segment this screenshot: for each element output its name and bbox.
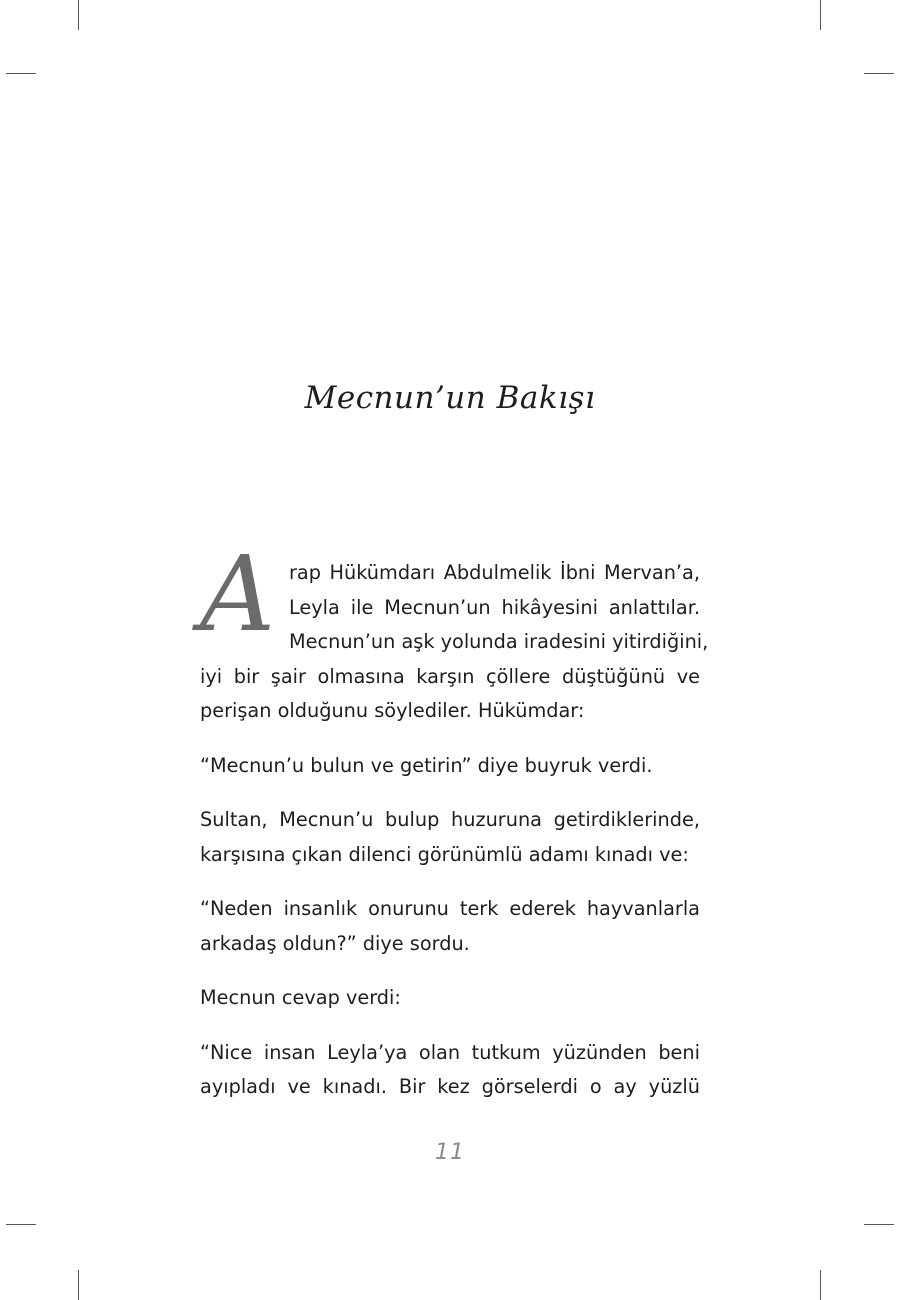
opening-line-3: Mecnun’un aşk yolunda iradesini yitirdiğini, (289, 630, 709, 653)
crop-mark-bottom-left-horizontal (6, 1224, 36, 1225)
paragraph-command: “Mecnun’u bulun ve getirin” diye buyruk verdi. (200, 753, 653, 777)
paragraph-sultan: Sultan, Mecnun’u bulup huzuruna getirdiklerinde, karşısına çıkan dilenci görünümlü adamı kınadı ve: (200, 808, 700, 866)
paragraph-question: “Neden insanlık onurunu terk ederek hayvanlarla arkadaş oldun?” diye sordu. (200, 897, 700, 955)
crop-mark-bottom-right-horizontal (864, 1224, 894, 1225)
crop-mark-top-left-vertical (78, 0, 79, 30)
opening-paragraph-rest: iyi bir şair olmasına karşın çöllere düştüğünü ve perişan olduğunu söylediler. Hükümdar: (200, 664, 700, 722)
crop-mark-top-right-vertical (820, 0, 821, 30)
paragraph-mecnun-answered: Mecnun cevap verdi: (200, 986, 401, 1009)
drop-cap-letter: A (200, 533, 276, 655)
paragraph-mecnun-reply: “Nice insan Leyla’ya olan tutkum yüzünden beni ayıpladı ve kınadı. Bir kez görselerdi o ay yüzlü (200, 1040, 700, 1098)
opening-line-1: rap Hükümdarı Abdulmelik İbni Mervan’a, (289, 561, 700, 584)
crop-mark-bottom-left-vertical (78, 1270, 79, 1300)
crop-mark-top-right-horizontal (864, 73, 894, 74)
body-text (200, 556, 709, 1105)
crop-mark-bottom-right-vertical (820, 1270, 821, 1300)
opening-paragraph (200, 556, 709, 729)
chapter-title: Mecnun’un Bakışı (304, 380, 596, 416)
crop-mark-top-left-horizontal (6, 73, 36, 74)
opening-line-2: Leyla ile Mecnun’un hikâyesini anlattılar. (289, 595, 700, 619)
page-number: 11 (435, 1140, 465, 1165)
